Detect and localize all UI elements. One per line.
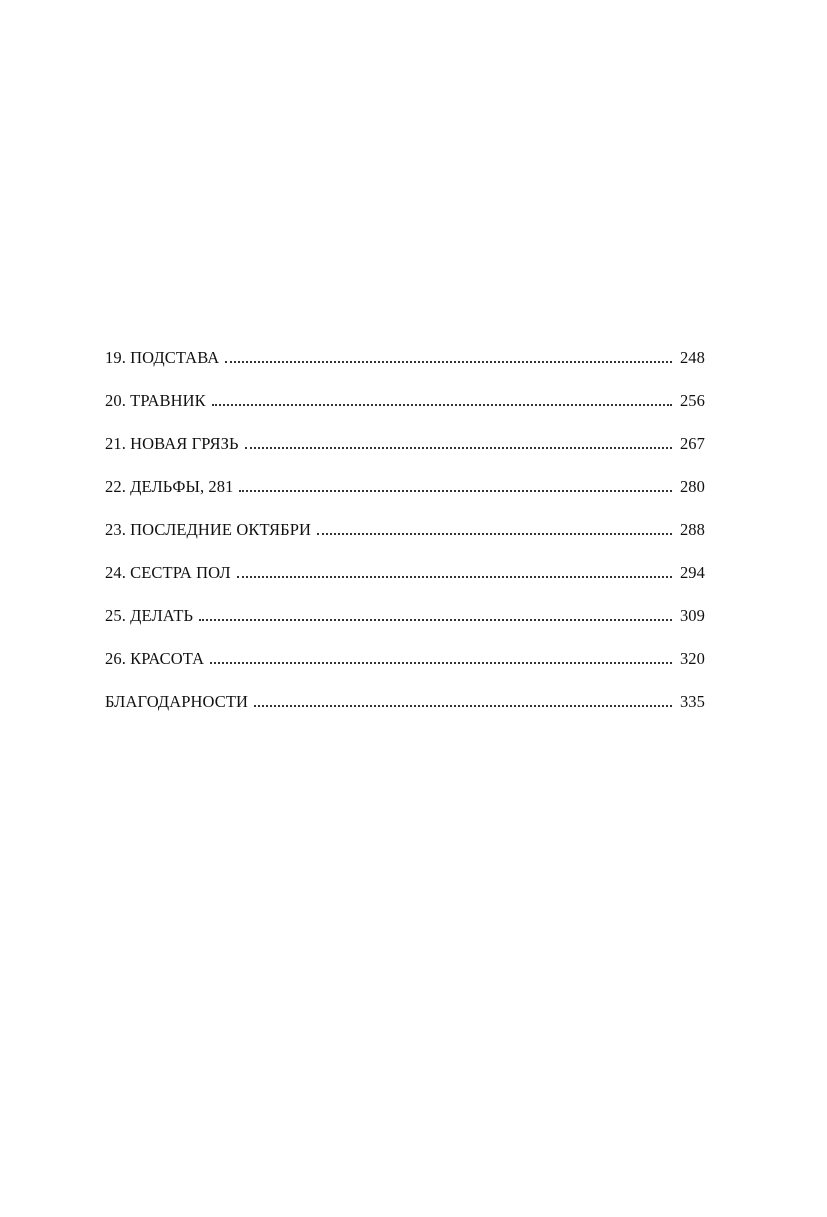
toc-entry-title: 26. КРАСОТА: [105, 649, 205, 668]
toc-entry-title: БЛАГОДАРНОСТИ: [105, 692, 249, 711]
toc-entry[interactable]: [105, 391, 705, 434]
toc-entry-page: 256: [679, 391, 705, 410]
toc-entry[interactable]: [105, 348, 705, 391]
table-of-contents: [105, 348, 705, 735]
toc-entry[interactable]: [105, 520, 705, 563]
toc-entry-title: 22. ДЕЛЬФЫ, 281: [105, 477, 234, 496]
toc-entry-page: 309: [679, 606, 705, 625]
toc-entry-title: 19. ПОДСТАВА: [105, 348, 220, 367]
toc-entry-page: 280: [679, 477, 705, 496]
toc-entry-page: 288: [679, 520, 705, 539]
toc-entry[interactable]: [105, 606, 705, 649]
toc-entry[interactable]: [105, 692, 705, 735]
toc-entry-page: 335: [679, 692, 705, 711]
toc-entry-title: 20. ТРАВНИК: [105, 391, 206, 410]
toc-entry[interactable]: [105, 434, 705, 477]
dot-leader: [212, 404, 672, 406]
dot-leader: [199, 619, 672, 621]
toc-entry-page: 320: [679, 649, 705, 668]
dot-leader: [254, 705, 672, 707]
toc-entry-title: 24. СЕСТРА ПОЛ: [105, 563, 231, 582]
dot-leader: [237, 576, 672, 578]
dot-leader: [239, 490, 671, 492]
dot-leader: [245, 447, 672, 449]
toc-entry-page: 248: [679, 348, 705, 367]
toc-entry-page: 267: [679, 434, 705, 453]
toc-entry-title: 23. ПОСЛЕДНИЕ ОКТЯБРИ: [105, 520, 311, 539]
toc-entry[interactable]: [105, 563, 705, 606]
toc-entry[interactable]: [105, 649, 705, 692]
dot-leader: [225, 361, 672, 363]
toc-entry[interactable]: [105, 477, 705, 520]
toc-entry-title: 25. ДЕЛАТЬ: [105, 606, 194, 625]
dot-leader: [317, 533, 672, 535]
toc-entry-page: 294: [679, 563, 705, 582]
dot-leader: [210, 662, 672, 664]
toc-entry-title: 21. НОВАЯ ГРЯЗЬ: [105, 434, 239, 453]
